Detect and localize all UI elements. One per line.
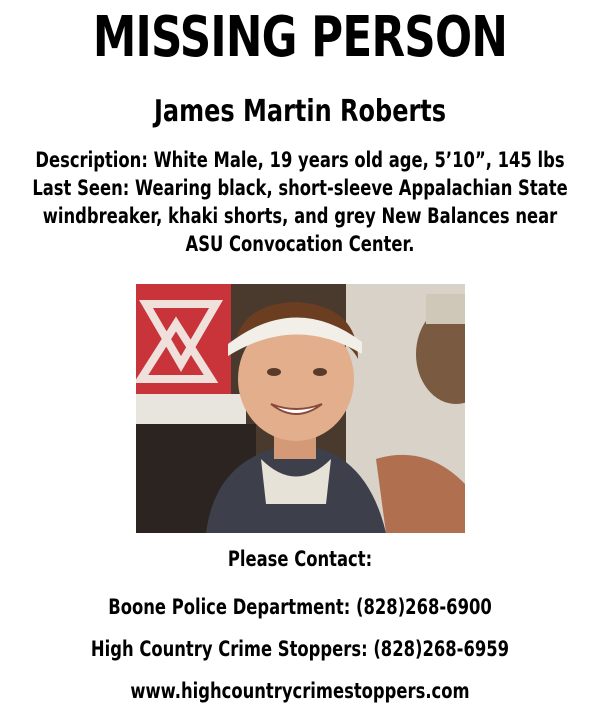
last-seen-line-3: ASU Convocation Center. [185,232,415,256]
description-line: Description: White Male, 19 years old age, 5’10”, 145 lbs [35,148,565,172]
contact-heading: Please Contact: [227,547,373,571]
contact-crime-stoppers: High Country Crime Stoppers: (828)268-6959 [90,637,510,661]
description-block [19,146,581,258]
last-seen-line-1: Last Seen: Wearing black, short-sleeve Appalachian State [32,176,568,200]
last-seen-line-2: windbreaker, khaki shorts, and grey New Balances near [42,204,558,228]
missing-person-photo [136,284,465,533]
contact-boone-police: Boone Police Department: (828)268-6900 [108,595,492,619]
photo-illustration [136,284,465,533]
poster-title: MISSING PERSON [92,5,508,70]
contact-block [19,544,581,706]
contact-website: www.highcountrycrimestoppers.com [130,679,470,703]
person-name: James Martin Roberts [153,94,447,129]
